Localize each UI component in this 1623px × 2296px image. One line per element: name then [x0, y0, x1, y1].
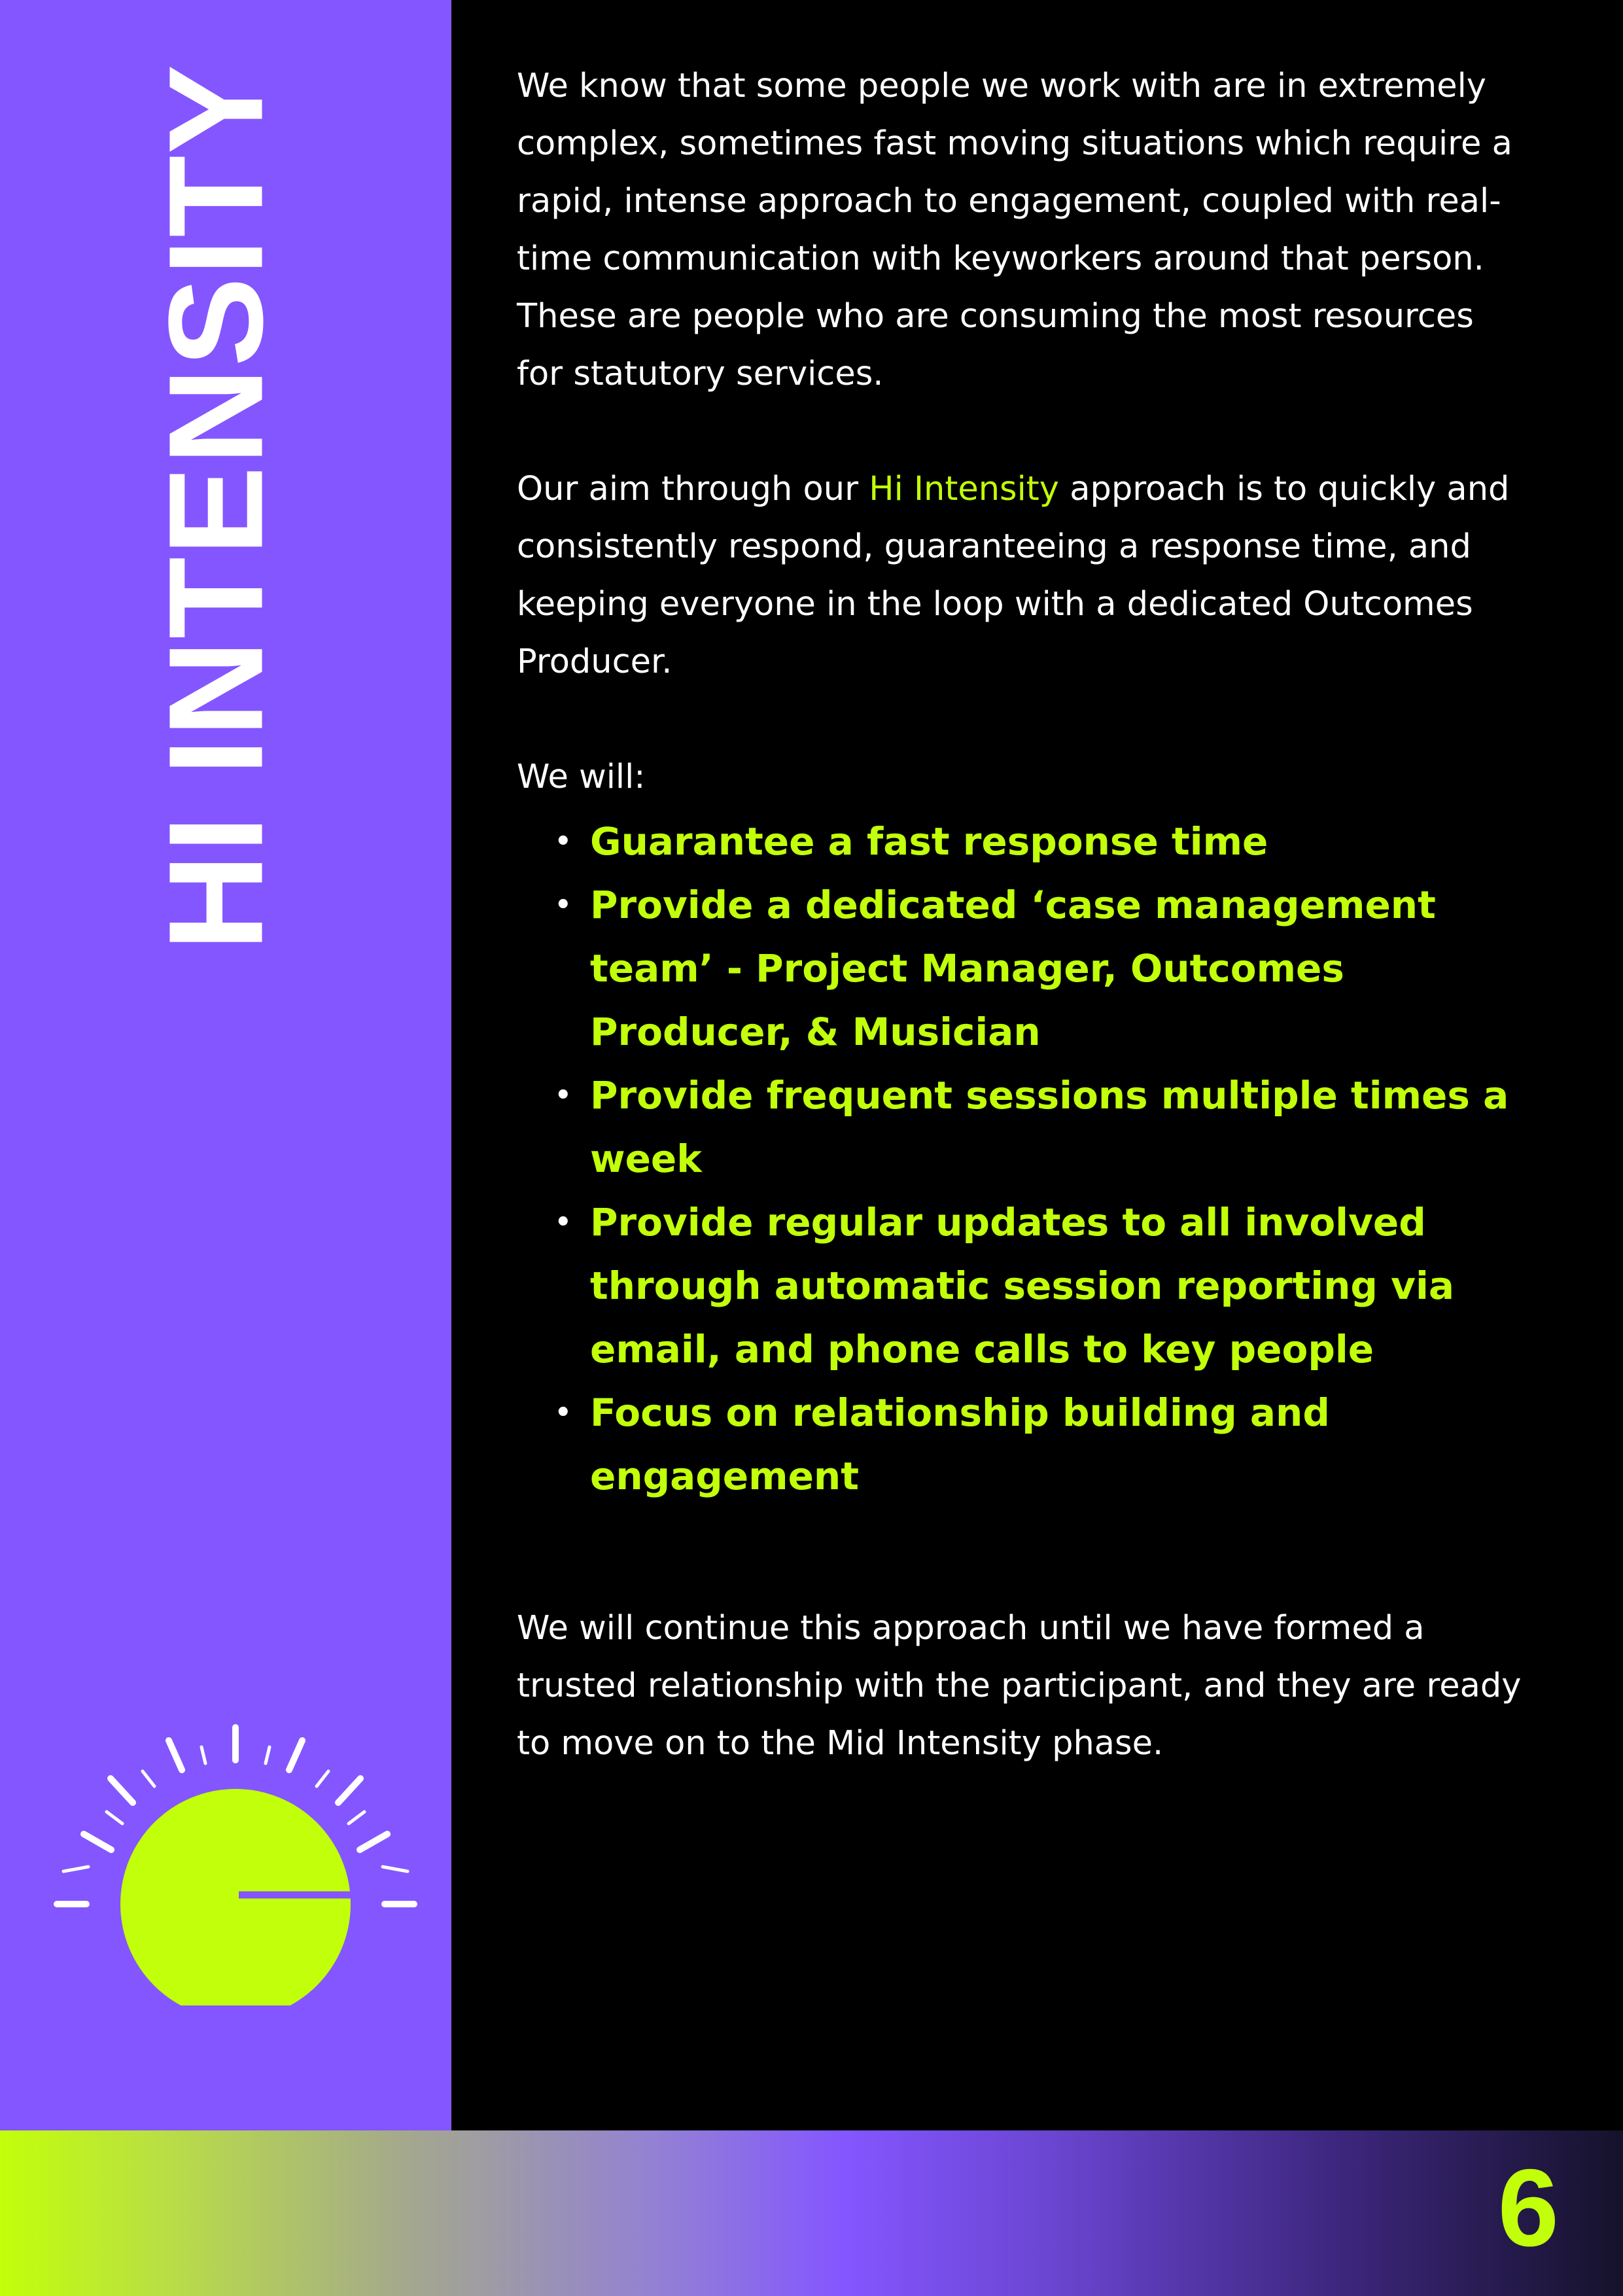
bullet-icon: •: [555, 1398, 572, 1428]
bullet-icon: •: [555, 826, 572, 857]
aim-highlight: Hi Intensity: [869, 470, 1059, 508]
list-item: [517, 1381, 1524, 1508]
intensity-dial-icon: [46, 1711, 425, 2005]
list-item-text: Provide regular updates to all involved through automatic session reporting via email, and phone calls to key people: [590, 1200, 1454, 1371]
list-item-text: Provide a dedicated ‘case management team’ - Project Manager, Outcomes Producer, & Musician: [590, 883, 1436, 1054]
sidebar-panel: [0, 0, 451, 2130]
we-will-label: We will:: [517, 758, 646, 796]
closing-paragraph: We will continue this approach until we have formed a trusted relationship with the participant, and they are ready to move on to the Mid Intensity phase.: [517, 1609, 1522, 1763]
list-item-text: Provide frequent sessions multiple times a week: [590, 1073, 1509, 1181]
commitments-list: [517, 810, 1524, 1508]
footer-gradient-bar: [0, 2130, 1623, 2296]
section-title: HI INTENSITY: [141, 63, 291, 951]
list-item-text: Guarantee a fast response time: [590, 819, 1268, 864]
aim-text-after: approach is to quickly and consistently respond, guaranteeing a response time, and keeping everyone in the loop with a dedicated Outcomes Producer.: [517, 470, 1510, 681]
page-number: 6: [1497, 2146, 1559, 2269]
list-item: [517, 1064, 1524, 1191]
list-item-text: Focus on relationship building and engagement: [590, 1390, 1330, 1498]
bullet-icon: •: [555, 1207, 572, 1237]
list-item: [517, 810, 1524, 874]
bullet-icon: •: [555, 1080, 572, 1110]
list-item: [517, 1191, 1524, 1381]
list-item: [517, 874, 1524, 1064]
intro-paragraph: We know that some people we work with are in extremely complex, sometimes fast moving situations which require a rapid, intense approach to engagement, coupled with real-time communication with keyworkers around that person. These are people who are consuming the most resources for statutory services.: [517, 67, 1512, 393]
main-content: [517, 58, 1524, 1773]
bullet-icon: •: [555, 890, 572, 920]
aim-paragraph: [517, 461, 1524, 691]
aim-text-before: Our aim through our: [517, 470, 869, 508]
